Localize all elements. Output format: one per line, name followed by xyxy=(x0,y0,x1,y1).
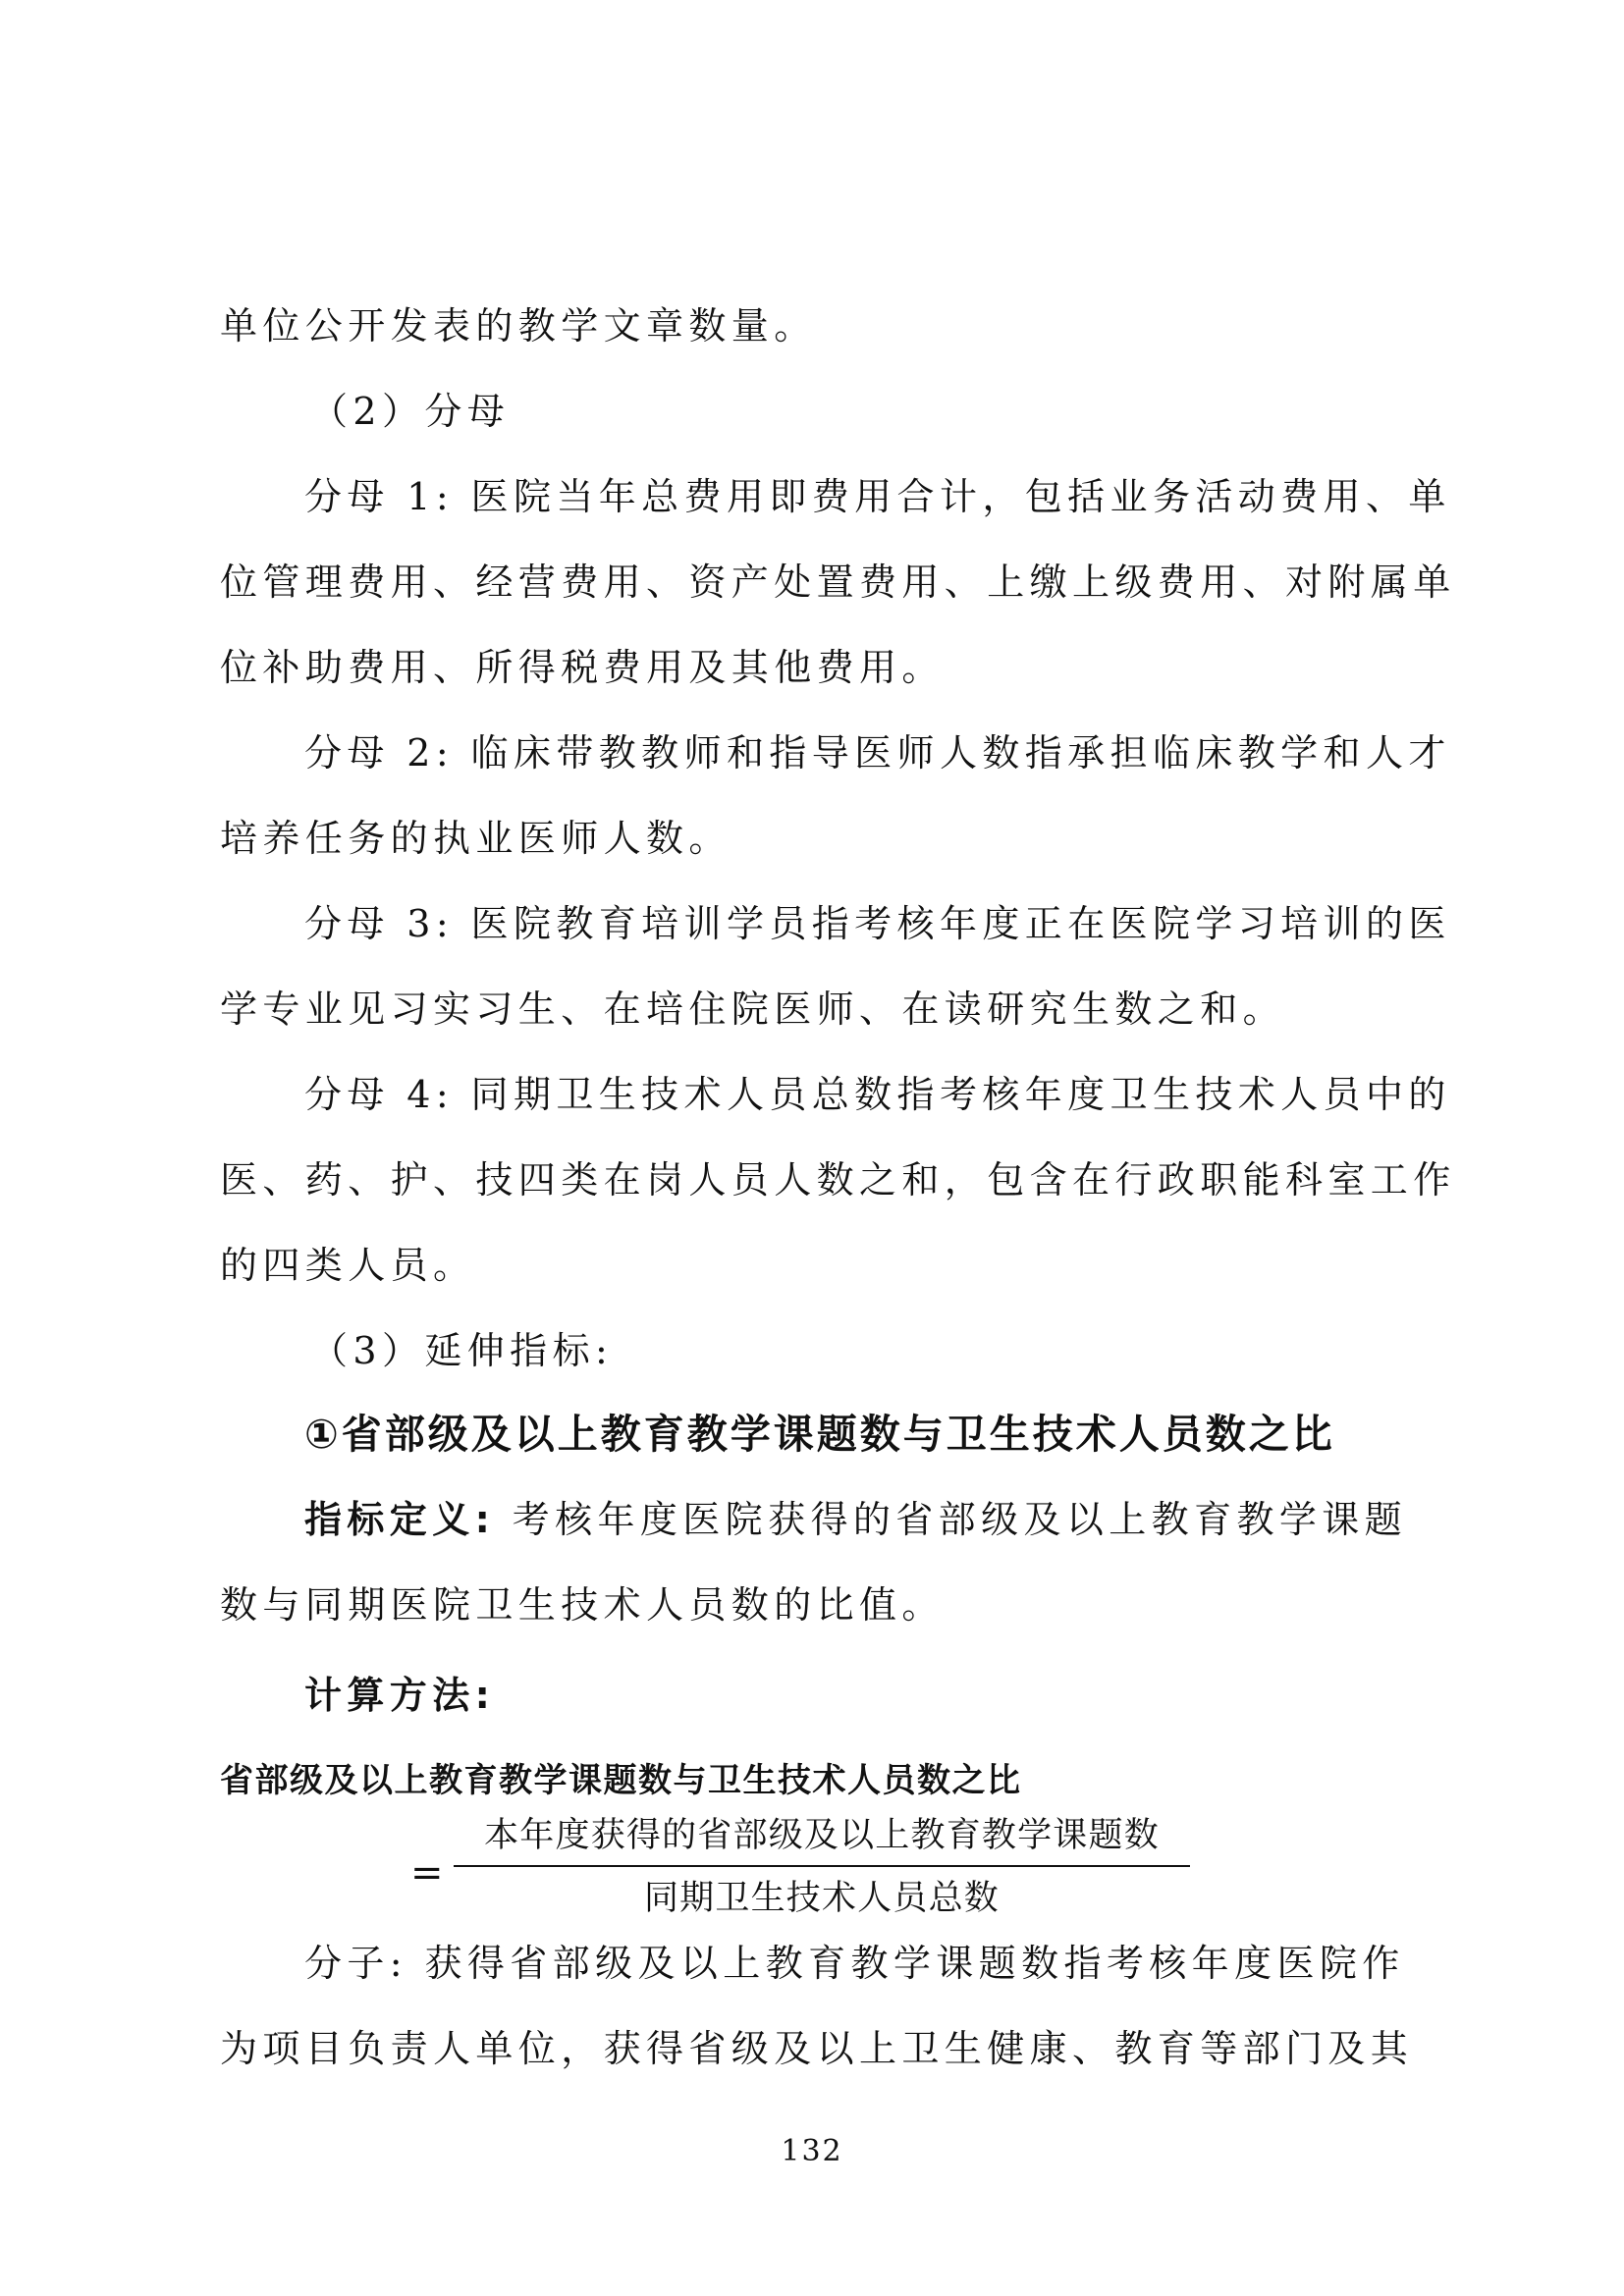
body-text-line: 学专业见习实习生、在培住院医师、在读研究生数之和。 xyxy=(220,988,1286,1031)
body-text-line: 位管理费用、经营费用、资产处置费用、上缴上级费用、对附属单 xyxy=(220,561,1456,604)
body-text-line: 分母 3: 医院教育培训学员指考核年度正在医院学习培训的医 xyxy=(304,902,1451,945)
body-text-line: 的四类人员。 xyxy=(220,1244,476,1287)
section-heading-extended-indicators: （3）延伸指标: xyxy=(310,1329,614,1372)
page-number: 132 xyxy=(781,2134,843,2168)
body-text-line: 分子: 获得省部级及以上教育教学课题数指考核年度医院作 xyxy=(304,1942,1405,1985)
equals-sign: = xyxy=(410,1850,444,1896)
body-text-line: 医、药、护、技四类在岗人员人数之和，包含在行政职能科室工作 xyxy=(220,1158,1456,1201)
fraction-denominator: 同期卫生技术人员总数 xyxy=(643,1879,1000,1918)
body-text-line: 单位公开发表的教学文章数量。 xyxy=(220,304,817,347)
formula-fraction xyxy=(410,1814,1216,1951)
body-text-line: 培养任务的执业医师人数。 xyxy=(220,817,731,860)
body-text-line: 数与同期医院卫生技术人员数的比值。 xyxy=(220,1583,945,1627)
fraction-body xyxy=(454,1814,1190,1920)
section-heading-denominator: （2）分母 xyxy=(310,390,511,433)
body-text-line: 位补助费用、所得税费用及其他费用。 xyxy=(220,646,945,689)
definition-label: 指标定义: xyxy=(304,1498,496,1541)
body-text-line: 分母 1: 医院当年总费用即费用合计，包括业务活动费用、单 xyxy=(304,475,1451,518)
indicator-heading: ①省部级及以上教育教学课题数与卫生技术人员数之比 xyxy=(304,1411,1335,1458)
definition-text: 考核年度医院获得的省部级及以上教育教学课题 xyxy=(495,1498,1408,1541)
fraction-bar xyxy=(454,1865,1190,1867)
body-text-line: 分母 2: 临床带教教师和指导医师人数指承担临床教学和人才 xyxy=(304,731,1451,774)
formula-lhs: 省部级及以上教育教学课题数与卫生技术人员数之比 xyxy=(220,1761,1022,1800)
calculation-method-label: 计算方法: xyxy=(304,1674,496,1717)
fraction-numerator: 本年度获得的省部级及以上教育教学课题数 xyxy=(484,1816,1160,1855)
body-text-line: 为项目负责人单位，获得省级及以上卫生健康、教育等部门及其 xyxy=(220,2027,1414,2070)
indicator-definition-line xyxy=(304,1494,1430,1545)
body-text-line: 分母 4: 同期卫生技术人员总数指考核年度卫生技术人员中的 xyxy=(304,1073,1451,1116)
